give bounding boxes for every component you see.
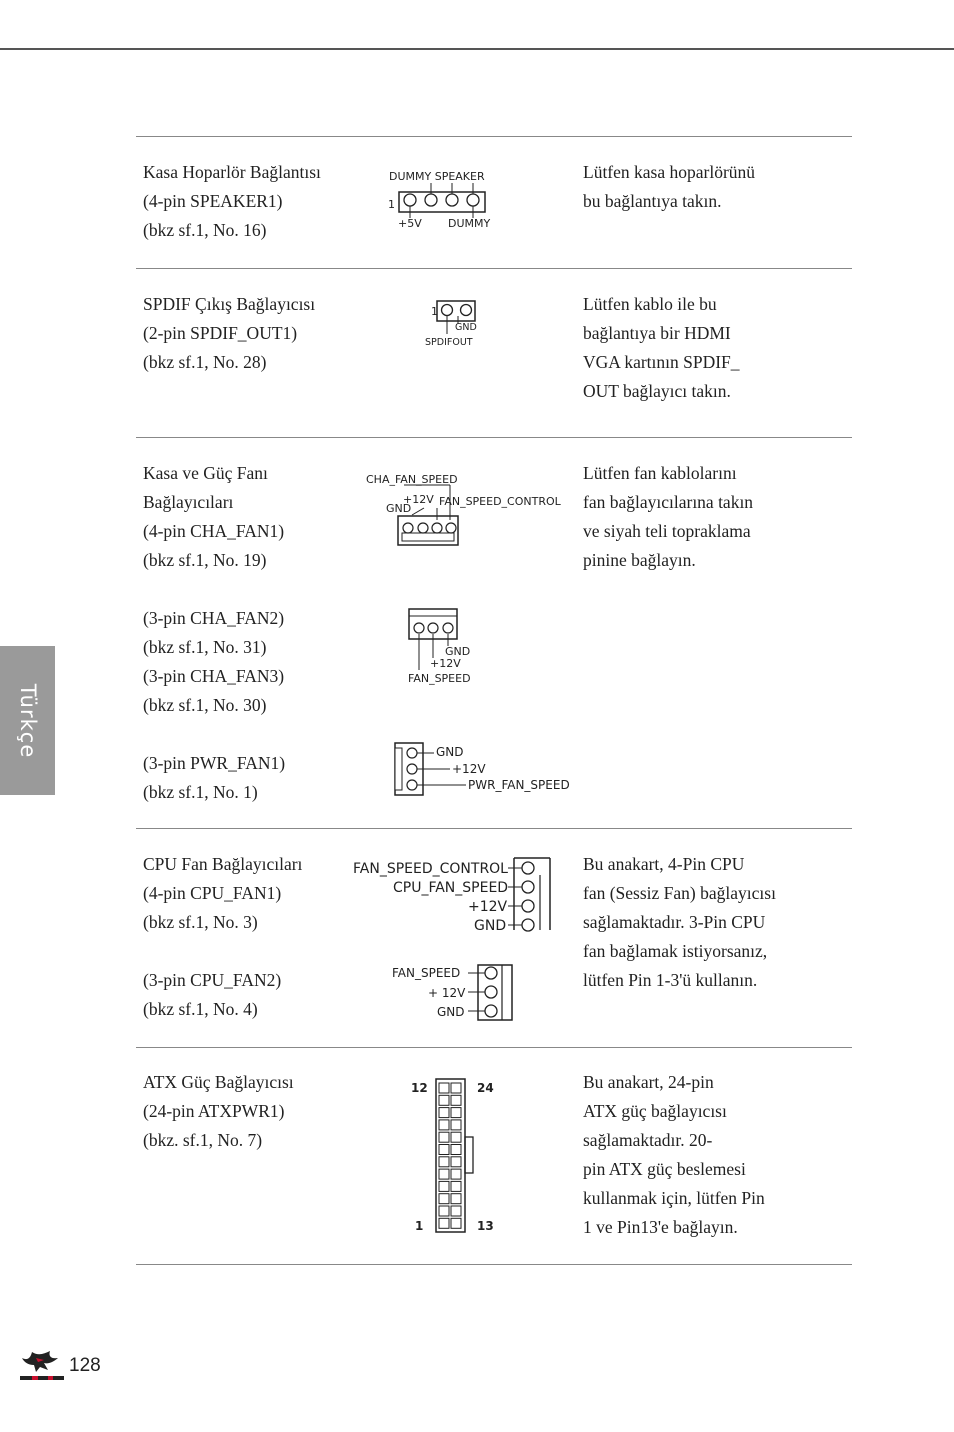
cpu-fan-3pin-diagram: [388, 962, 523, 1024]
chassis-fan-connector-description: Lütfen fan kablolarını fan bağlayıcılarına takın ve siyah teli topraklama pinine bağlayın.: [583, 463, 754, 570]
speaker-connector-diagram: [384, 166, 514, 236]
phantom-gaming-logo: [18, 1350, 66, 1386]
language-side-tab: [0, 646, 55, 795]
table-rule-top: [136, 136, 852, 137]
atx-pin: [451, 1145, 461, 1155]
cpu-fan-connector-description: Bu anakart, 4-Pin CPU fan (Sessiz Fan) bağlayıcısı sağlamaktadır. 3-Pin CPU fan bağlamak istiyorsanız, lütfen Pin 1-3'ü kullanın.: [583, 854, 776, 990]
spdif-connector-label: SPDIF Çıkış Bağlayıcısı (2-pin SPDIF_OUT1) (bkz sf.1, No. 28): [143, 294, 316, 372]
atx-pin: [451, 1181, 461, 1191]
atx-power-connector-description: Bu anakart, 24-pin ATX güç bağlayıcısı sağlamaktadır. 20- pin ATX güç beslemesi kullanmak için, lütfen Pin 1 ve Pin13'e bağlayın.: [583, 1072, 765, 1237]
atx-pin: [439, 1095, 449, 1105]
atx-pin: [451, 1095, 461, 1105]
cha-fan-12v-label: +12V: [403, 493, 434, 506]
table-rule: [136, 437, 852, 438]
spdif-connector-diagram: [422, 298, 492, 350]
cpu-fan-connector-label: CPU Fan Bağlayıcıları (4-pin CPU_FAN1) (bkz sf.1, No. 3) (3-pin CPU_FAN2) (bkz sf.1, No. 4): [143, 854, 303, 1019]
cha-fan3-speed-label: FAN_SPEED: [408, 672, 471, 685]
atx-pin: [439, 1206, 449, 1216]
table-rule: [136, 1047, 852, 1048]
atx-pin: [451, 1132, 461, 1142]
cha-fan-3pin-diagram: [404, 606, 514, 688]
pwr-fan-3pin-diagram: [392, 740, 582, 800]
atx-pin: [451, 1157, 461, 1167]
cpu-fan3-speed-label: FAN_SPEED: [392, 966, 461, 980]
atx-pin: [439, 1169, 449, 1179]
atx-pin24-label: 24: [477, 1081, 494, 1095]
atx-pin: [439, 1181, 449, 1191]
language-side-tab-label: Türkçe: [15, 683, 40, 758]
atx-pin: [451, 1120, 461, 1130]
cpu-fan-12v-label: +12V: [468, 899, 508, 915]
cpu-fan-4pin-diagram: [350, 855, 560, 935]
atx-pin: [451, 1206, 461, 1216]
atx-pin: [439, 1145, 449, 1155]
speaker-top-label: DUMMY SPEAKER: [389, 170, 485, 183]
table-rule: [136, 268, 852, 269]
cha-fan-control-label: FAN_SPEED_CONTROL: [439, 495, 561, 508]
atx-pin: [439, 1157, 449, 1167]
cha-fan-speed-label: CHA_FAN_SPEED: [366, 473, 458, 486]
atx-pin: [439, 1083, 449, 1093]
atx-pin: [439, 1120, 449, 1130]
atx-pin: [439, 1108, 449, 1118]
pwr-fan-speed-label: PWR_FAN_SPEED: [468, 778, 570, 792]
page-number: 128: [69, 1355, 101, 1376]
cpu-fan-gnd-label: GND: [474, 918, 507, 934]
atx-pin1-label: 1: [415, 1219, 424, 1233]
spdif-name-label: SPDIFOUT: [425, 337, 473, 348]
speaker-dummy-label: DUMMY: [448, 217, 491, 230]
table-rule: [136, 828, 852, 829]
atx-power-connector-label: ATX Güç Bağlayıcısı (24-pin ATXPWR1) (bkz. sf.1, No. 7): [143, 1072, 294, 1150]
chassis-fan-connector-label: Kasa ve Güç Fanı Bağlayıcıları (4-pin CHA_FAN1) (bkz sf.1, No. 19) (3-pin CHA_FAN2) (bkz sf.1, No. 31) (3-pin CHA_FAN3) (bkz sf.1, No. 30) (3-pin PWR_FAN1) (bkz sf.1, No. 1): [143, 463, 286, 802]
spdif-gnd-label: GND: [455, 322, 477, 333]
atx-pin12-label: 12: [411, 1081, 428, 1095]
cpu-fan3-gnd-label: GND: [437, 1005, 465, 1019]
speaker-connector-label: Kasa Hoparlör Bağlantısı (4-pin SPEAKER1) (bkz sf.1, No. 16): [143, 162, 321, 240]
atx-pin: [451, 1083, 461, 1093]
cpu-fan-speed-label: CPU_FAN_SPEED: [393, 880, 509, 896]
cpu-fan-control-label: FAN_SPEED_CONTROL: [353, 861, 508, 877]
speaker-connector-description: Lütfen kasa hoparlörünü bu bağlantıya takın.: [583, 162, 756, 211]
cha-fan3-gnd-label: GND: [445, 645, 471, 658]
cha-fan-4pin-diagram: [362, 468, 572, 550]
speaker-5v-label: +5V: [398, 217, 422, 230]
spdif-connector-description: Lütfen kablo ile bu bağlantıya bir HDMI VGA kartının SPDIF_ OUT bağlayıcı takın.: [583, 294, 740, 401]
atx-pin: [451, 1108, 461, 1118]
atx-pin: [451, 1218, 461, 1228]
table-rule-bottom: [136, 1264, 852, 1265]
atx-pin: [439, 1194, 449, 1204]
cha-fan-gnd-label: GND: [386, 502, 412, 515]
cha-fan3-12v-label: +12V: [430, 657, 461, 670]
spdif-pin1-label: 1: [431, 305, 438, 318]
cpu-fan3-12v-label: + 12V: [428, 986, 466, 1000]
atx-pin: [451, 1194, 461, 1204]
atx-pin: [451, 1169, 461, 1179]
pwr-fan-12v-label: +12V: [452, 762, 486, 776]
atx-pin13-label: 13: [477, 1219, 494, 1233]
header-rule: [0, 48, 954, 50]
atx-pin: [439, 1218, 449, 1228]
atx-pin: [439, 1132, 449, 1142]
speaker-pin1-label: 1: [388, 198, 395, 211]
atx-24pin-diagram: [405, 1074, 505, 1239]
pwr-fan-gnd-label: GND: [436, 745, 464, 759]
